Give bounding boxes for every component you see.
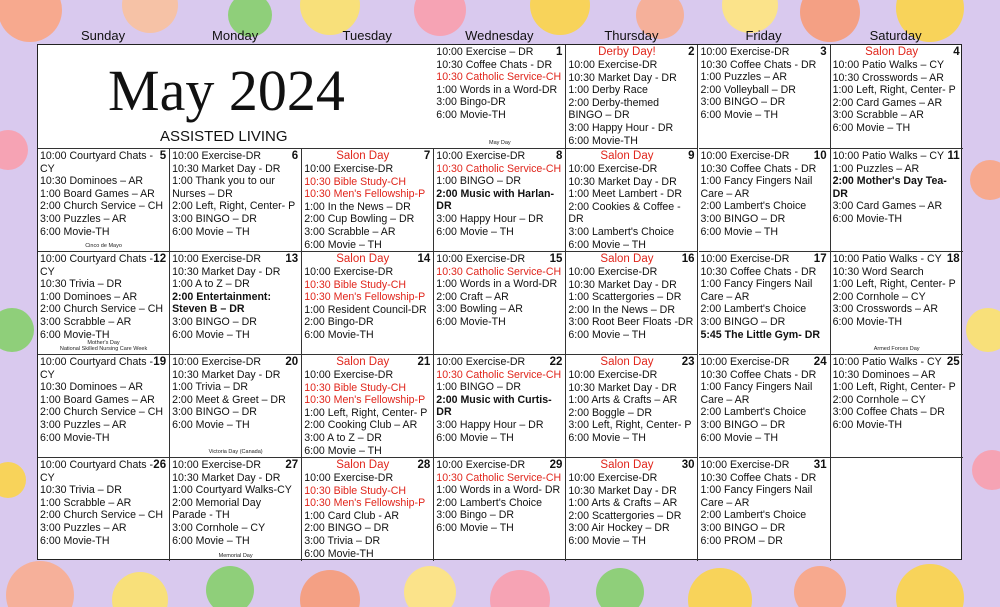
day-cell-11 xyxy=(831,149,963,252)
event-line: 10:00 Exercise-DR xyxy=(172,253,261,265)
event-line: 10:30 Bible Study-CH xyxy=(304,381,407,394)
event-line: 10:30 Bible Study-CH xyxy=(304,484,407,497)
event-line: 2:00 Lambert's Choice xyxy=(700,509,807,522)
day-header-monday: Monday xyxy=(212,28,259,43)
event-line: 2:00 Music with Curtis- xyxy=(436,393,552,406)
calendar-subtitle: ASSISTED LIVING xyxy=(160,128,288,145)
day-number: 11 xyxy=(947,150,960,162)
event-line: 6:00 Movie-TH xyxy=(40,225,110,238)
event-line: 3:00 BINGO – DR xyxy=(700,521,786,534)
event-line: 1:00 BINGO – DR xyxy=(436,381,522,394)
day-cell-30 xyxy=(566,458,698,561)
event-line: 10:00 Exercise-DR xyxy=(304,163,394,175)
day-headline: Salon Day xyxy=(600,459,654,471)
event-line: 1:00 Derby Race xyxy=(568,84,648,97)
event-line: 6:00 Movie-TH xyxy=(436,108,506,121)
event-line: 1:00 Left, Right, Center- P xyxy=(832,84,956,97)
event-line: 6:00 PROM – DR xyxy=(700,534,783,547)
day-number: 22 xyxy=(549,356,563,368)
event-line: 3:00 Scrabble – AR xyxy=(304,225,396,238)
event-line: 10:30 Dominoes – AR xyxy=(832,368,936,381)
event-line: 10:00 Patio Walks – CY xyxy=(832,59,945,71)
event-line: 6:00 Movie-TH xyxy=(568,134,638,147)
day-headline: Salon Day xyxy=(336,356,390,368)
event-line: 1:00 Trivia – DR xyxy=(172,381,249,394)
day-number: 14 xyxy=(417,253,431,265)
event-line: 10:30 Coffee Chats - DR xyxy=(700,471,817,484)
event-line: Care – AR xyxy=(700,290,750,303)
event-line: 3:00 Puzzles – AR xyxy=(40,521,127,534)
event-line: 6:00 Movie-TH xyxy=(436,315,506,328)
event-line: Nurses – DR xyxy=(172,187,233,200)
day-number: 24 xyxy=(813,356,827,368)
event-line: 6:00 Movie – TH xyxy=(832,121,911,134)
event-line: 10:00 Exercise-DR xyxy=(700,150,790,162)
event-line: 10:00 Exercise-DR xyxy=(700,356,790,368)
holiday-note: May Day xyxy=(488,140,511,146)
event-line: 10:30 Market Day - DR xyxy=(568,381,677,394)
event-line: 1:00 Arts & Crafts – AR xyxy=(568,497,678,510)
event-line: 1:00 Arts & Crafts – AR xyxy=(568,394,678,407)
event-line: 3:00 BINGO – DR xyxy=(700,212,786,225)
event-line: 6:00 Movie – TH xyxy=(436,521,514,534)
event-line: 6:00 Movie-TH xyxy=(40,328,110,341)
event-line: 10:00 Exercise-DR xyxy=(304,266,394,278)
event-line: 10:00 Exercise-DR xyxy=(172,356,261,368)
event-line: 6:00 Movie – TH xyxy=(172,328,250,341)
event-line: 1:00 Puzzles – AR xyxy=(832,162,920,175)
event-line: 2:00 Lambert's Choice xyxy=(700,406,807,419)
event-line: 10:00 Exercise-DR xyxy=(568,369,658,381)
event-line: 3:00 BINGO – DR xyxy=(700,418,786,431)
event-line: 10:00 Patio Walks - CY xyxy=(832,356,942,368)
event-line: 3:00 Happy Hour – DR xyxy=(436,212,544,225)
event-line: Care – AR xyxy=(700,393,750,406)
event-line: 1:00 Fancy Fingers Nail xyxy=(700,278,813,291)
event-line: 10:00 Courtyard Chats - xyxy=(40,356,154,368)
event-line: 2:00 Left, Right, Center- P xyxy=(172,200,296,213)
day-number: 10 xyxy=(813,150,827,162)
event-line: DR xyxy=(568,213,584,226)
day-cell-15 xyxy=(434,252,566,355)
holiday-note: Armed Forces Day xyxy=(873,346,920,352)
event-line: 1:00 Fancy Fingers Nail xyxy=(700,175,813,188)
day-number: 23 xyxy=(681,356,695,368)
day-number: 31 xyxy=(813,459,827,471)
event-line: 10:00 Exercise-DR xyxy=(304,472,394,484)
event-line: CY xyxy=(40,368,55,381)
event-line: 1:00 Left, Right, Center- P xyxy=(832,278,956,291)
event-line: 6:00 Movie – TH xyxy=(436,225,514,238)
event-line: 3:00 Cornhole – CY xyxy=(172,521,266,534)
day-headline: Salon Day xyxy=(865,46,919,58)
event-line: 1:00 Dominoes – AR xyxy=(40,290,138,303)
event-line: 3:00 Bingo-DR xyxy=(436,96,506,109)
event-line: 2:00 Lambert's Choice xyxy=(436,496,542,509)
event-line: 3:00 Bowling – AR xyxy=(436,303,523,316)
calendar-title: May 2024 xyxy=(108,58,345,123)
day-headline: Salon Day xyxy=(600,150,654,162)
event-line: 3:00 Lambert's Choice xyxy=(568,225,675,238)
event-line: 10:30 Men's Fellowship-P xyxy=(304,394,426,407)
event-line: 10:30 Market Day - DR xyxy=(172,162,281,175)
day-number: 27 xyxy=(285,459,299,471)
event-line: 10:00 Exercise-DR xyxy=(700,253,790,265)
event-line: 10:30 Trivia – DR xyxy=(40,484,122,497)
event-line: 6:00 Movie – TH xyxy=(172,225,250,238)
day-cell-26 xyxy=(38,458,170,561)
day-number: 5 xyxy=(159,150,167,162)
event-line: 10:30 Coffee Chats - DR xyxy=(700,265,817,278)
event-line: 3:00 Happy Hour – DR xyxy=(436,418,544,431)
day-headline: Salon Day xyxy=(336,253,390,265)
day-headline: Salon Day xyxy=(600,356,654,368)
event-line: Care – AR xyxy=(700,496,750,509)
event-line: CY xyxy=(40,265,55,278)
event-line: 10:30 Coffee Chats - DR xyxy=(700,368,817,381)
event-line: 2:00 Music with Harlan- xyxy=(436,187,555,200)
day-cell-16 xyxy=(566,252,698,355)
event-line: 10:00 Exercise-DR xyxy=(568,59,658,71)
event-line: 3:00 BINGO – DR xyxy=(172,406,257,419)
event-line: 10:00 Exercise-DR xyxy=(700,459,790,471)
day-cell-7 xyxy=(302,149,434,252)
event-line: 10:30 Bible Study-CH xyxy=(304,278,407,291)
day-number: 29 xyxy=(549,459,563,471)
day-number: 3 xyxy=(820,46,827,58)
event-line: 2:00 Lambert's Choice xyxy=(700,200,807,213)
event-line: 6:00 Movie – TH xyxy=(304,238,382,251)
event-line: 3:00 Bingo – DR xyxy=(436,509,515,522)
event-line: 10:30 Catholic Service-CH xyxy=(436,471,562,484)
event-line: 2:00 Cornhole – CY xyxy=(832,290,926,303)
event-line: 10:30 Coffee Chats - DR xyxy=(700,162,817,175)
day-header-sunday: Sunday xyxy=(81,28,126,43)
event-line: 6:00 Movie-TH xyxy=(40,431,110,444)
event-line: 6:00 Movie-TH xyxy=(832,418,903,431)
event-line: 6:00 Movie – TH xyxy=(172,418,250,431)
event-line: 6:00 Movie-TH xyxy=(832,212,903,225)
event-line: 10:30 Coffee Chats - DR xyxy=(436,58,553,71)
event-line: 10:30 Market Day - DR xyxy=(568,175,677,188)
event-line: 3:00 BINGO – DR xyxy=(172,315,257,328)
day-number: 21 xyxy=(417,356,431,368)
day-cell-12 xyxy=(38,252,170,355)
event-line: 10:00 Exercise – DR xyxy=(436,46,534,58)
day-number: 6 xyxy=(291,150,299,162)
day-cell-23 xyxy=(566,355,698,458)
event-line: 6:00 Movie-TH xyxy=(304,547,374,560)
event-line: 3:00 Puzzles – AR xyxy=(40,418,127,431)
event-line: 10:00 Exercise-DR xyxy=(436,459,526,471)
event-line: 1:00 Fancy Fingers Nail xyxy=(700,484,813,497)
event-line: DR xyxy=(436,200,452,213)
event-line: 5:45 The Little Gym- DR xyxy=(700,328,820,341)
event-line: 10:30 Men's Fellowship-P xyxy=(304,188,426,201)
day-number: 12 xyxy=(153,253,167,265)
event-line: 10:00 Exercise-DR xyxy=(436,253,526,265)
day-header-thursday: Thursday xyxy=(604,28,659,43)
event-line: 1:00 Words in a Word- DR xyxy=(436,484,561,497)
day-number: 2 xyxy=(688,46,695,58)
event-line: 2:00 Mother's Day Tea- xyxy=(832,175,947,188)
event-line: 2:00 Entertainment: xyxy=(172,290,271,303)
day-cell-8 xyxy=(434,149,566,252)
day-number: 19 xyxy=(153,356,167,368)
event-line: 10:00 Exercise-DR xyxy=(700,46,790,58)
event-line: 6:00 Movie – TH xyxy=(700,225,779,238)
event-line: 3:00 Scrabble – AR xyxy=(832,109,924,122)
holiday-note: Cinco de Mayo xyxy=(85,243,122,249)
day-header-friday: Friday xyxy=(745,28,782,43)
event-line: 2:00 Cooking Club – AR xyxy=(304,419,418,432)
day-headline: Salon Day xyxy=(336,459,390,471)
event-line: 10:00 Courtyard Chats - xyxy=(40,150,154,162)
event-line: 10:30 Market Day - DR xyxy=(568,278,677,291)
event-line: 3:00 Scrabble – AR xyxy=(40,315,132,328)
event-line: 2:00 Church Service – CH xyxy=(40,303,164,316)
event-line: 6:00 Movie – TH xyxy=(568,431,646,444)
day-cell-9 xyxy=(566,149,698,252)
event-line: 2:00 Memorial Day xyxy=(172,496,261,509)
event-line: 10:30 Men's Fellowship-P xyxy=(304,291,426,304)
event-line: 1:00 Board Games – AR xyxy=(40,187,155,200)
event-line: 2:00 Cornhole – CY xyxy=(832,393,926,406)
event-line: 2:00 Boggle – DR xyxy=(568,406,653,419)
event-line: 10:00 Courtyard Chats - xyxy=(40,459,154,471)
event-line: 10:30 Catholic Service-CH xyxy=(436,162,562,175)
event-line: 2:00 Lambert's Choice xyxy=(700,303,807,316)
event-line: 1:00 Words in a Word-DR xyxy=(436,278,558,291)
event-line: 1:00 Meet Lambert - DR xyxy=(568,188,683,201)
day-number: 15 xyxy=(549,253,563,265)
event-line: 6:00 Movie – TH xyxy=(304,444,382,457)
day-cell-14 xyxy=(302,252,434,355)
event-line: Care – AR xyxy=(700,187,750,200)
event-line: 10:30 Dominoes – AR xyxy=(40,175,144,188)
event-line: BINGO – DR xyxy=(568,109,630,122)
event-line: 1:00 Thank you to our xyxy=(172,175,275,188)
day-number: 16 xyxy=(681,253,695,265)
event-line: 1:00 In the News – DR xyxy=(304,200,411,213)
event-line: 10:30 Men's Fellowship-P xyxy=(304,497,426,510)
event-line: 3:00 Trivia – DR xyxy=(304,534,381,547)
event-line: 3:00 BINGO – DR xyxy=(700,315,786,328)
day-cell-21 xyxy=(302,355,434,458)
event-line: 1:00 Resident Council-DR xyxy=(304,303,427,316)
event-line: 10:30 Market Day - DR xyxy=(568,484,677,497)
event-line: Parade - TH xyxy=(172,509,230,522)
holiday-note: Victoria Day (Canada) xyxy=(208,449,263,455)
event-line: 1:00 Scattergories – DR xyxy=(568,291,682,304)
event-line: 10:00 Exercise-DR xyxy=(172,459,261,471)
event-line: 10:30 Market Day - DR xyxy=(172,471,281,484)
event-line: 10:30 Dominoes – AR xyxy=(40,381,144,394)
day-headline: Salon Day xyxy=(600,253,654,265)
day-cell-27 xyxy=(170,458,302,561)
event-line: 10:00 Courtyard Chats - xyxy=(40,253,154,265)
day-cell-19 xyxy=(38,355,170,458)
event-line: 10:30 Catholic Service-CH xyxy=(436,368,562,381)
event-line: 6:00 Movie-TH xyxy=(40,534,110,547)
event-line: 1:00 Left, Right, Center- P xyxy=(304,406,428,419)
event-line: 1:00 Words in a Word-DR xyxy=(436,83,558,96)
event-line: 6:00 Movie – TH xyxy=(568,328,646,341)
event-line: 10:00 Exercise-DR xyxy=(304,369,394,381)
event-line: 10:30 Market Day - DR xyxy=(568,71,677,84)
event-line: 2:00 Church Service – CH xyxy=(40,509,164,522)
day-number: 30 xyxy=(681,459,695,471)
event-line: CY xyxy=(40,471,55,484)
day-cell-6 xyxy=(170,149,302,252)
event-line: 10:30 Market Day - DR xyxy=(172,265,281,278)
event-line: 2:00 Church Service – CH xyxy=(40,406,164,419)
event-line: 10:30 Coffee Chats - DR xyxy=(700,58,817,71)
day-number: 8 xyxy=(555,150,563,162)
day-headline: Salon Day xyxy=(336,150,390,162)
event-line: 2:00 Bingo-DR xyxy=(304,316,374,329)
day-cell-5 xyxy=(38,149,170,252)
event-line: 2:00 Meet & Greet – DR xyxy=(172,393,286,406)
event-line: 3:00 BINGO – DR xyxy=(172,212,257,225)
day-number: 25 xyxy=(946,356,960,368)
day-number: 9 xyxy=(688,150,695,162)
event-line: 3:00 Puzzles – AR xyxy=(40,212,127,225)
event-line: 2:00 Volleyball – DR xyxy=(700,83,796,96)
event-line: 1:00 A to Z – DR xyxy=(172,278,250,291)
day-cell-20 xyxy=(170,355,302,458)
event-line: 3:00 Root Beer Floats -DR xyxy=(568,316,694,329)
day-cell-18 xyxy=(831,252,963,355)
day-cell-17 xyxy=(699,252,831,355)
holiday-note: Mother's Day National Skilled Nursing Care Week xyxy=(59,340,148,352)
event-line: 3:00 Happy Hour - DR xyxy=(568,121,674,134)
day-number: 20 xyxy=(285,356,299,368)
event-line: 2:00 In the News – DR xyxy=(568,303,675,316)
day-cell-31 xyxy=(699,458,831,561)
day-cell-24 xyxy=(699,355,831,458)
event-line: 2:00 Church Service – CH xyxy=(40,200,164,213)
event-line: 10:00 Exercise-DR xyxy=(568,163,658,175)
event-line: 6:00 Movie-TH xyxy=(832,315,903,328)
event-line: 10:30 Bible Study-CH xyxy=(304,175,407,188)
event-line: 1:00 Fancy Fingers Nail xyxy=(700,381,813,394)
event-line: 10:30 Market Day - DR xyxy=(172,368,281,381)
event-line: 2:00 Cup Bowling – DR xyxy=(304,213,415,226)
event-line: 10:30 Catholic Service-CH xyxy=(436,265,562,278)
event-line: 2:00 BINGO – DR xyxy=(304,522,389,535)
day-number: 28 xyxy=(417,459,431,471)
day-headline: Derby Day! xyxy=(598,46,656,58)
event-line: 6:00 Movie – TH xyxy=(172,534,250,547)
event-line: 10:00 Exercise-DR xyxy=(568,472,658,484)
day-number: 1 xyxy=(555,46,563,58)
day-cell-29 xyxy=(434,458,566,561)
event-line: 10:30 Catholic Service-CH xyxy=(436,71,562,84)
event-line: 1:00 Left, Right, Center- P xyxy=(832,381,956,394)
event-line: 3:00 Coffee Chats – DR xyxy=(832,406,945,419)
event-line: 10:30 Crosswords – AR xyxy=(832,71,944,84)
event-line: Steven B – DR xyxy=(172,303,245,316)
event-line: 10:30 Word Search xyxy=(832,265,924,278)
day-number: 4 xyxy=(953,46,960,58)
event-line: 3:00 A to Z – DR xyxy=(304,431,382,444)
day-header-tuesday: Tuesday xyxy=(342,28,392,43)
event-line: 2:00 Craft – AR xyxy=(436,290,509,303)
day-number: 18 xyxy=(946,253,960,265)
event-line: DR xyxy=(436,406,452,419)
day-cell-4 xyxy=(831,45,963,149)
event-line: 10:00 Exercise-DR xyxy=(436,150,526,162)
event-line: 2:00 Cookies & Coffee - xyxy=(568,200,681,213)
event-line: 3:00 Air Hockey – DR xyxy=(568,522,670,535)
event-line: 10:30 Trivia – DR xyxy=(40,278,122,291)
event-line: 6:00 Movie – TH xyxy=(700,108,779,121)
day-cell-2 xyxy=(566,45,698,149)
event-line: 10:00 Patio Walks - CY xyxy=(832,253,942,265)
day-cell-1 xyxy=(434,45,566,149)
calendar-grid xyxy=(37,44,962,560)
event-line: 3:00 Card Games – AR xyxy=(832,200,943,213)
event-line: 6:00 Movie – TH xyxy=(700,431,779,444)
event-line: 3:00 Crosswords – AR xyxy=(832,303,938,316)
title-area-divider xyxy=(38,148,434,149)
day-cell-10 xyxy=(699,149,831,252)
day-header-saturday: Saturday xyxy=(869,28,922,43)
event-line: 1:00 Board Games – AR xyxy=(40,393,155,406)
event-line: CY xyxy=(40,162,55,175)
event-line: 1:00 Scrabble – AR xyxy=(40,496,132,509)
event-line: 1:00 Card Club - AR xyxy=(304,509,399,522)
day-cell-25 xyxy=(831,355,963,458)
event-line: 2:00 Card Games – AR xyxy=(832,96,943,109)
day-number: 13 xyxy=(285,253,299,265)
event-line: DR xyxy=(832,187,848,200)
event-line: 10:00 Exercise-DR xyxy=(568,266,658,278)
event-line: 2:00 Scattergories – DR xyxy=(568,509,682,522)
day-number: 17 xyxy=(813,253,827,265)
empty-day-cell xyxy=(831,458,963,561)
event-line: 2:00 Derby-themed xyxy=(568,96,660,109)
event-line: 1:00 Courtyard Walks-CY xyxy=(172,484,292,497)
day-number: 7 xyxy=(423,150,431,162)
day-header-wednesday: Wednesday xyxy=(465,28,534,43)
event-line: 10:00 Exercise-DR xyxy=(436,356,526,368)
event-line: 10:00 Exercise-DR xyxy=(172,150,261,162)
event-line: 10:00 Patio Walks – CY xyxy=(832,150,945,162)
day-cell-28 xyxy=(302,458,434,561)
event-line: 1:00 Puzzles – AR xyxy=(700,71,788,84)
event-line: 6:00 Movie – TH xyxy=(568,238,646,251)
event-line: 3:00 BINGO – DR xyxy=(700,96,786,109)
holiday-note: Memorial Day xyxy=(218,553,253,559)
day-cell-3 xyxy=(699,45,831,149)
day-cell-22 xyxy=(434,355,566,458)
event-line: 6:00 Movie – TH xyxy=(436,431,514,444)
event-line: 3:00 Left, Right, Center- P xyxy=(568,419,692,432)
day-number: 26 xyxy=(153,459,167,471)
day-cell-13 xyxy=(170,252,302,355)
event-line: 6:00 Movie – TH xyxy=(568,534,646,547)
event-line: 6:00 Movie-TH xyxy=(304,328,374,341)
event-line: 1:00 BINGO – DR xyxy=(436,175,522,188)
